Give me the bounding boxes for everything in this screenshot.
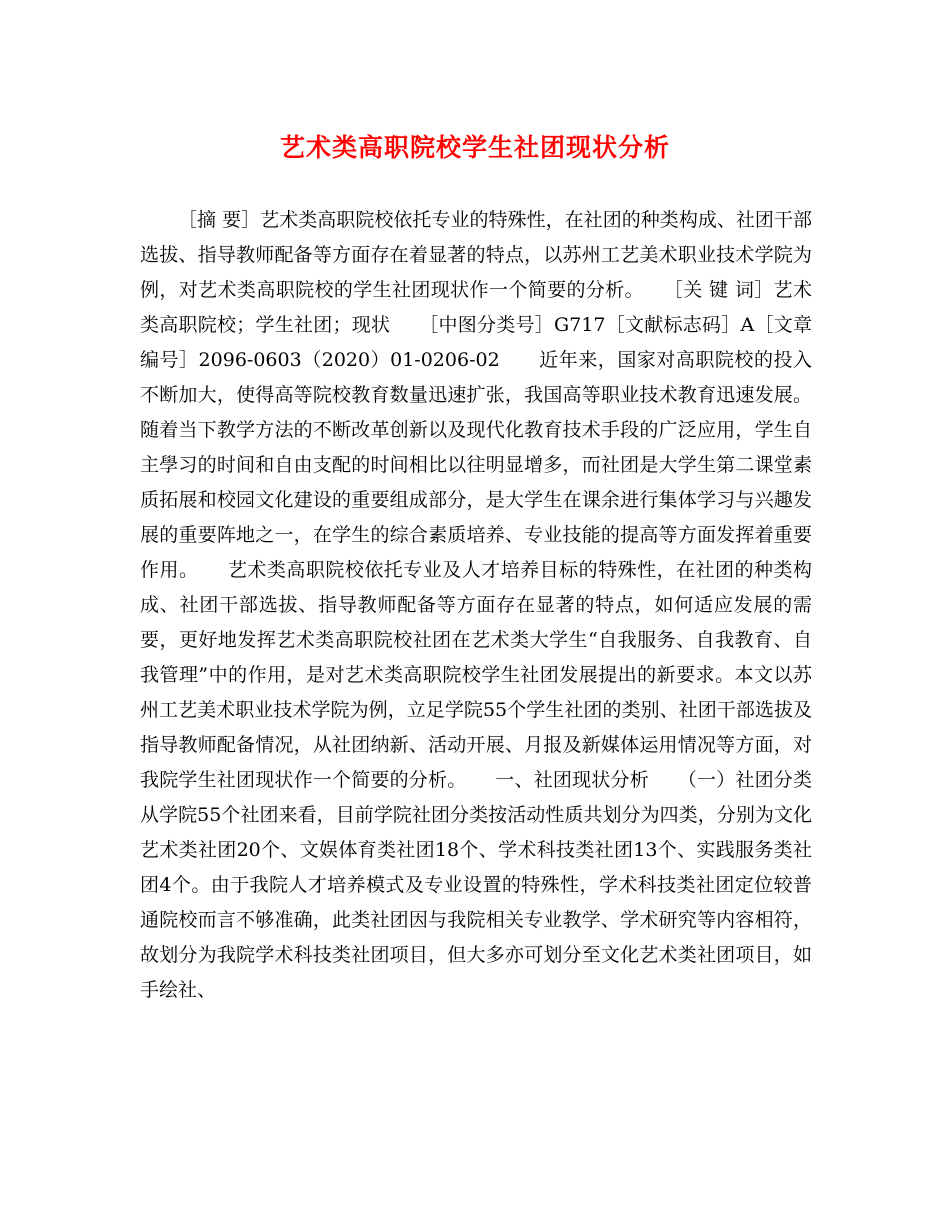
document-body: ［摘 要］艺术类高职院校依托专业的特殊性，在社团的种类构成、社团干部选拔、指导教师配备等方面存在着显著的特点，以苏州工艺美术职业技术学院为例，对艺术类高职院校的学生社团现状作一个简要的分析。 ［关 键 词］艺术类高职院校；学生社团；现状 ［中图分类号］G717［文献标志码］A［文章编号］2096-0603（2020）01-0206-02 近年来，国家对高职院校的投入不断加大，使得高等院校教育数量迅速扩张，我国高等职业技术教育迅速发展。随着当下教学方法的不断改革创新以及现代化教育技术手段的广泛应用，学生自主學习的时间和自由支配的时间相比以往明显增多，而社团是大学生第二课堂素质拓展和校园文化建设的重要组成部分，是大学生在课余进行集体学习与兴趣发展的重要阵地之一，在学生的综合素质培养、专业技能的提高等方面发挥着重要作用。 艺术类高职院校依托专业及人才培养目标的特殊性，在社团的种类构成、社团干部选拔、指导教师配备等方面存在显著的特点，如何适应发展的需要，更好地发挥艺术类高职院校社团在艺术类大学生“自我服务、自我教育、自我管理”中的作用，是对艺术类高职院校学生社团发展提出的新要求。本文以苏州工艺美术职业技术学院为例，立足学院55个学生社团的类别、社团干部选拔及指导教师配备情况，从社团纳新、活动开展、月报及新媒体运用情况等方面，对我院学生社团现状作一个简要的分析。 一、社团现状分析 （一）社团分类 从学院55个社团来看，目前学院社团分类按活动性质共划分为四类，分别为文化艺术类社团20个、文娱体育类社团18个、学术科技类社团13个、实践服务类社团4个。由于我院人才培养模式及专业设置的特殊性，学术科技类社团定位较普通院校而言不够准确，此类社团因与我院相关专业教学、学术研究等内容相符，故划分为我院学术科技类社团项目，但大多亦可划分至文化艺术类社团项目，如手绘社、 bbox=[140, 209, 851, 1001]
document-title: 艺术类高职院校学生社团现状分析 bbox=[279, 133, 670, 162]
